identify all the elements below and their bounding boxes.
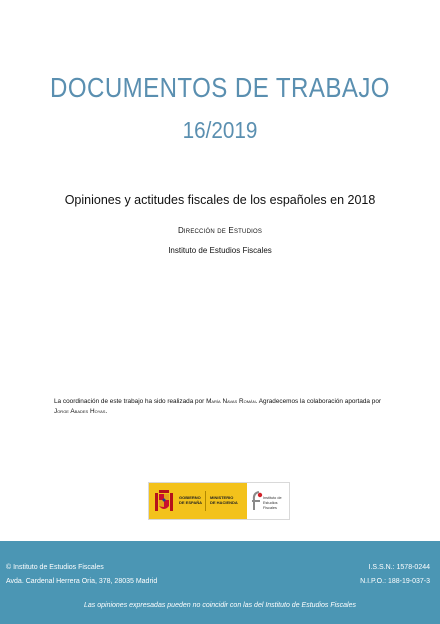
note-collaborator: Jorge Abades Hoyas (54, 408, 106, 415)
ministerio-text (210, 495, 238, 505)
note-text-2: . Agradecemos la colaboración aportada por (255, 398, 382, 405)
ief-line-1: Instituto de (263, 496, 282, 500)
footer-issn: I.S.S.N.: 1578-0244 (368, 564, 430, 571)
gobierno-line-2: DE ESPAÑA (179, 500, 203, 505)
series-title: DOCUMENTOS DE TRABAJO (50, 72, 390, 103)
ministerio-line-2: DE HACIENDA (210, 500, 238, 505)
paper-title: Opiniones y actitudes fiscales de los españoles en 2018 (64, 193, 376, 207)
note-text-3: . (105, 408, 108, 415)
ief-logo (247, 483, 289, 519)
gobierno-logo (149, 483, 247, 519)
footer-nipo: N.I.P.O.: 188-19-037-3 (360, 578, 430, 585)
footer-band (0, 541, 440, 624)
institution-logos (148, 482, 290, 520)
footer-address: Avda. Cardenal Herrera Oria, 378, 28035 Madrid (6, 578, 158, 585)
note-coordinator: María Navas Román (206, 398, 256, 405)
author-institution: Instituto de Estudios Fiscales (168, 246, 272, 255)
footer-copyright: © Instituto de Estudios Fiscales (6, 564, 104, 571)
coat-of-arms-icon (154, 487, 174, 515)
gobierno-text (179, 495, 202, 505)
ministerio-line-1: MINISTERIO (210, 495, 234, 500)
gobierno-line-1: GOBIERNO (179, 495, 201, 500)
ief-text (263, 496, 289, 511)
footer-disclaimer: Las opiniones expresadas pueden no coincidir con las del Instituto de Estudios Fiscales (84, 602, 356, 609)
note-text-1: La coordinación de este trabajo ha sido realizada por (54, 398, 207, 405)
series-number: 16/2019 (182, 117, 258, 143)
logo-divider (205, 491, 206, 511)
ief-mark-icon (250, 490, 264, 512)
acknowledgement-note (54, 397, 390, 417)
ief-line-2: Estudios Fiscales (263, 501, 278, 510)
author-department: Dirección de Estudios (177, 226, 263, 235)
